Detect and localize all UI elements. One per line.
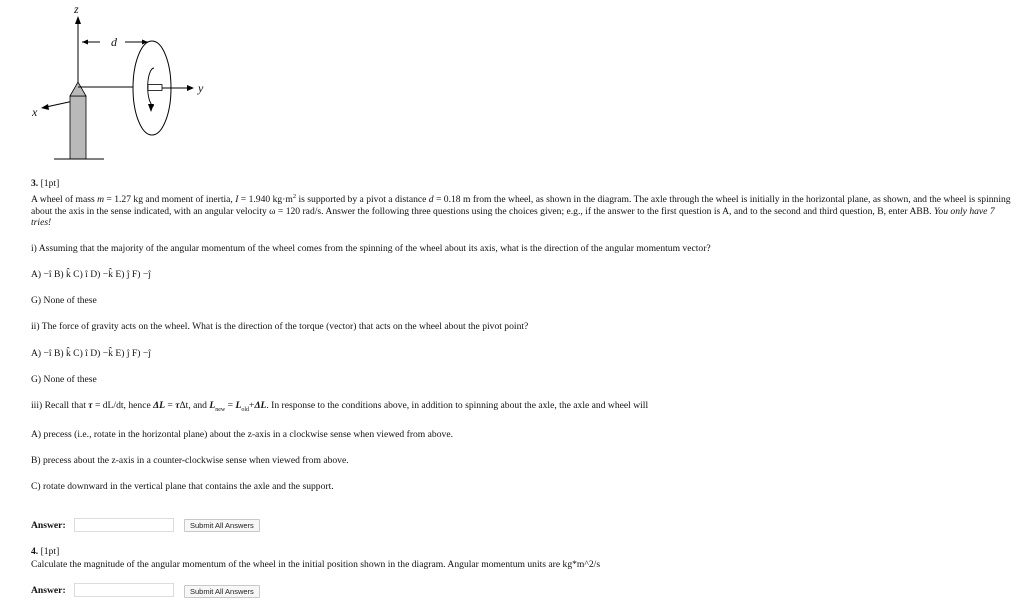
problem-4-heading [31,546,59,558]
choices-ii: A) −î B) k̂ C) î D) −k̂ E) ĵ F) −ĵ [31,348,151,359]
answer-input-3[interactable] [74,518,174,532]
question-4: Calculate the magnitude of the angular momentum of the wheel in the initial position shown in the diagram. Angular momentum units are kg*m^2/s [31,559,601,570]
problem-points: [1pt] [40,546,60,557]
problem-3-heading [31,178,59,190]
answer-input-4[interactable] [74,583,174,597]
x-axis-label: x [32,105,38,119]
problem-points: [1pt] [40,178,60,189]
y-axis-label: y [198,81,204,95]
tries-warning: You only have 7 tries! [31,205,995,229]
option-b: B) precess about the z-axis in a counter-clockwise sense when viewed from above. [31,455,349,466]
submit-all-answers-button-3[interactable]: Submit All Answers [184,519,260,532]
submit-all-answers-button-4[interactable]: Submit All Answers [184,585,260,598]
choice-none-ii: G) None of these [31,374,97,385]
answer-label-3: Answer: [31,520,66,531]
z-axis-label: z [74,2,79,16]
question-i: i) Assuming that the majority of the angular momentum of the wheel comes from the spinning of the wheel about its axis, what is the direction of the angular momentum vector? [31,243,711,254]
answer-label-4: Answer: [31,585,66,596]
problem-number: 4. [31,546,39,557]
gyroscope-diagram [20,0,220,165]
problem-3-intro: A wheel of mass m = 1.27 kg and moment of inertia, I = 1.940 $kg\cdot m^2$ is supported by a pivot a distance d = 0.18 m from the wheel, as shown in the diagram. The axle through the wheel is initially in the horizontal plane, as shown, and the wheel is spinning about the axis in the sense indicated, with an angular velocity ω = 120 rad/s. Answer the following three questions using the choices given; e.g., if the answer to the first question is A, and to the second and third question, B, enter ABB. You only have 7 tries! [31,193,1011,229]
option-a: A) precess (i.e., rotate in the horizontal plane) about the z-axis in a clockwise sense when viewed from above. [31,429,453,440]
question-iii: iii) Recall that τ = dL/dt, hence ΔL = τΔt, and $L_{new} = L_{old}+\Delta L$. In response to the conditions above, in addition to spinning about the axle, the axle and wheel will [31,400,649,413]
choice-none-i: G) None of these [31,295,97,306]
problem-number: 3. [31,178,39,189]
option-c: C) rotate downward in the vertical plane that contains the axle and the support. [31,481,334,492]
question-ii: ii) The force of gravity acts on the wheel. What is the direction of the torque (vector) that acts on the wheel about the pivot point? [31,321,529,332]
choices-i: A) −î B) k̂ C) î D) −k̂ E) ĵ F) −ĵ [31,269,151,280]
d-distance-label: d [111,35,117,49]
